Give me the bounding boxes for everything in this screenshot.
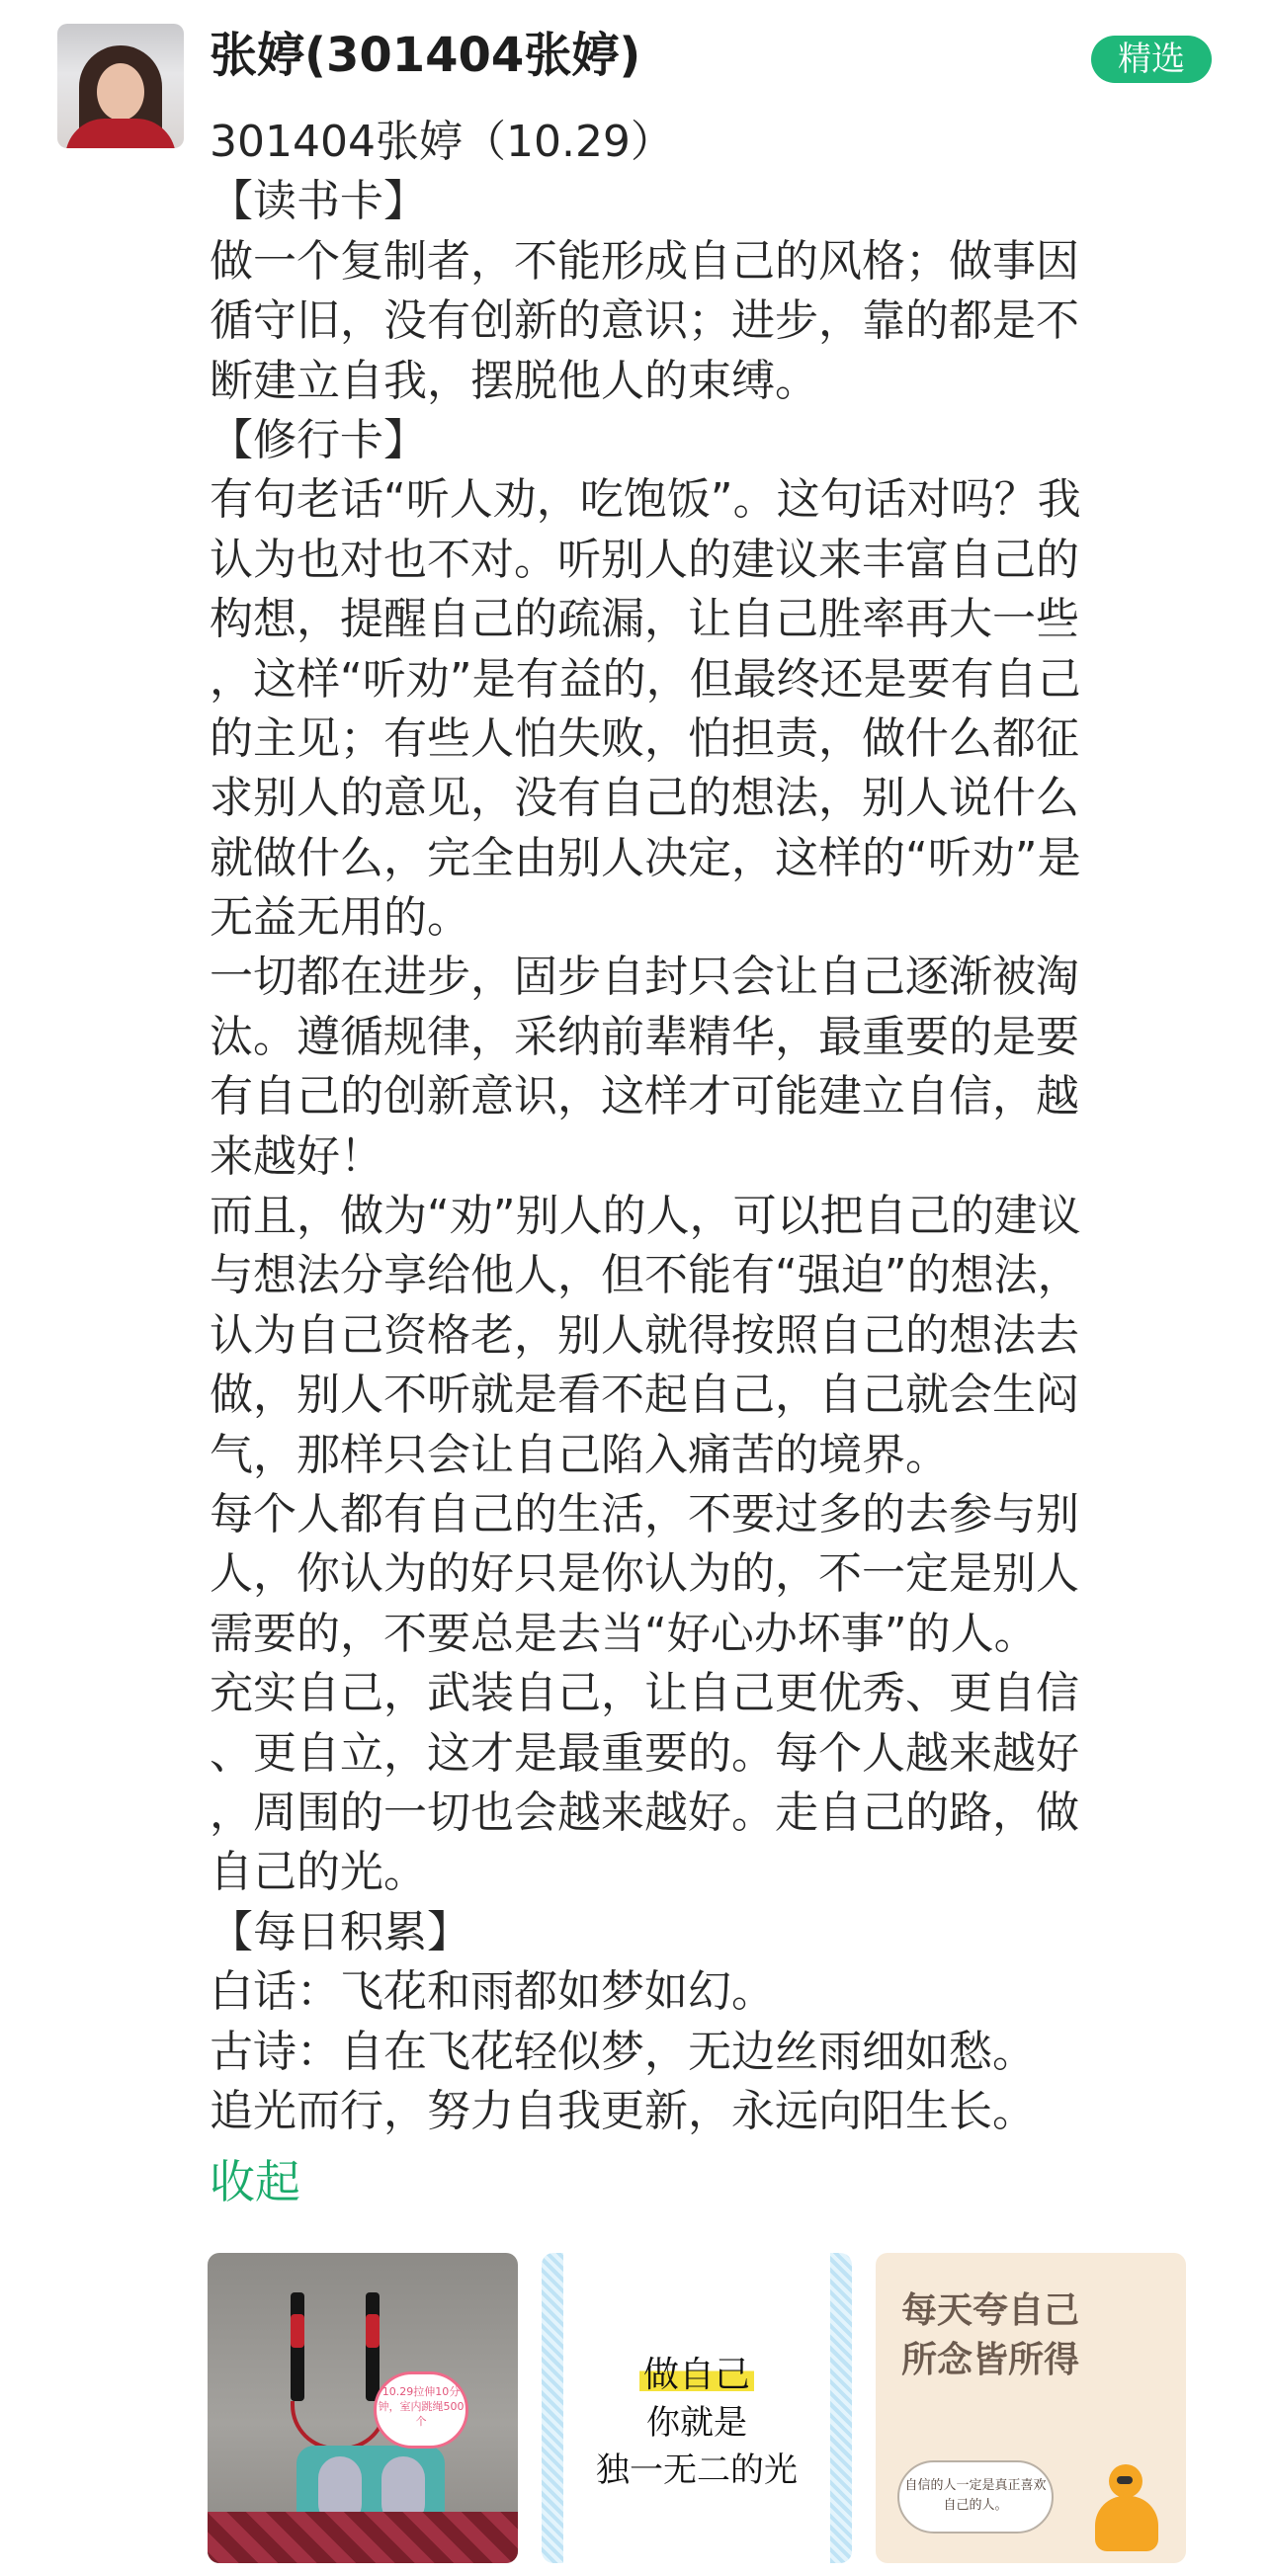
pants-pattern (208, 2512, 518, 2563)
collapse-link[interactable]: 收起 (210, 2155, 300, 2208)
speech-bubble: 自信的人一定是真正喜欢自己的人。 (897, 2460, 1054, 2534)
avatar-face (97, 63, 144, 121)
post-line: 来越好！ (210, 1130, 383, 1182)
post-line: 301404张婷（10.29） (210, 117, 674, 167)
praise-title-line: 每天夸自己 (901, 2290, 1080, 2331)
image-thumbnail-praise[interactable] (876, 2253, 1186, 2563)
post-line: 需要的，不要总是去当“好心办坏事”的人。 (210, 1608, 1038, 1659)
cartoon-figure-icon (1095, 2496, 1158, 2551)
avatar[interactable] (57, 24, 184, 148)
cartoon-eye-icon (1117, 2476, 1133, 2484)
post-line: 有自己的创新意识，这样才可能建立自信，越 (210, 1071, 1079, 1122)
post-line: 白话：飞花和雨都如梦如幻。 (210, 1966, 775, 2018)
post-line: 认为自己资格老，别人就得按照自己的想法去 (210, 1309, 1079, 1361)
post-line: 求别人的意见，没有自己的想法，别人说什么 (210, 773, 1079, 824)
post-line: 一切都在进步，固步自封只会让自己逐渐被淘 (210, 952, 1079, 1003)
quote-text-line: 你就是 (646, 2403, 747, 2443)
praise-title-line: 所念皆所得 (901, 2340, 1080, 2380)
post-line: 做一个复制者，不能形成自己的风格；做事因 (210, 235, 1079, 287)
post-line: 充实自己，武装自己，让自己更优秀、更自信 (210, 1668, 1079, 1719)
post-line: 就做什么，完全由别人决定，这样的“听劝”是 (210, 832, 1081, 883)
featured-badge: 精选 (1091, 36, 1212, 83)
quote-highlight-text: 做自己 (639, 2355, 754, 2395)
post-line: 每个人都有自己的生活，不要过多的去参与别 (210, 1488, 1079, 1539)
post-line: ，周围的一切也会越来越好。走自己的路，做 (210, 1787, 1079, 1838)
post-line: 【读书卡】 (210, 176, 427, 227)
photo-sticker-note: 10.29拉伸10分钟，室内跳绳500个 (374, 2371, 468, 2449)
post-line: 断建立自我，摆脱他人的束缚。 (210, 355, 818, 406)
post-line: 无益无用的。 (210, 892, 470, 944)
post-line: 【修行卡】 (210, 414, 427, 465)
post-line: 而且，做为“劝”别人的人，可以把自己的建议 (210, 1191, 1081, 1242)
post-line: 自己的光。 (210, 1847, 427, 1898)
post-line: 构想，提醒自己的疏漏，让自己胜率再大一些 (210, 594, 1079, 645)
post-line: 的主见；有些人怕失败，怕担责，做什么都征 (210, 712, 1079, 764)
post-line: ，这样“听劝”是有益的，但最终还是要有自己 (210, 653, 1081, 705)
image-thumbnail-jump-rope[interactable] (208, 2253, 518, 2563)
image-thumbnail-quote[interactable] (542, 2253, 852, 2563)
username[interactable]: 张婷(301404张婷) (210, 28, 641, 83)
jump-rope-grip-icon (291, 2314, 304, 2348)
post-line: 认为也对也不对。听别人的建议来丰富自己的 (210, 534, 1079, 585)
post-line: 、更自立，这才是最重要的。每个人越来越好 (210, 1727, 1079, 1779)
post-line: 追光而行，努力自我更新，永远向阳生长。 (210, 2085, 1036, 2136)
post-line: 循守旧，没有创新的意识；进步，靠的都是不 (210, 295, 1079, 347)
post-line: 【每日积累】 (210, 1906, 470, 1957)
post-line: 汰。遵循规律，采纳前辈精华，最重要的是要 (210, 1011, 1079, 1062)
jump-rope-grip-icon (366, 2314, 380, 2348)
post-line: 做，别人不听就是看不起自己，自己就会生闷 (210, 1370, 1079, 1421)
post-body (210, 113, 1208, 2141)
post-line: 古诗：自在飞花轻似梦，无边丝雨细如愁。 (210, 2026, 1036, 2077)
post-line: 气，那样只会让自己陷入痛苦的境界。 (210, 1429, 949, 1480)
post-line: 人，你认为的好只是你认为的，不一定是别人 (210, 1548, 1079, 1600)
post-line: 与想法分享给他人，但不能有“强迫”的想法， (210, 1250, 1081, 1301)
post-line: 有句老话“听人劝，吃饱饭”。这句话对吗？我 (210, 474, 1081, 526)
quote-text-line: 独一无二的光 (596, 2451, 798, 2490)
